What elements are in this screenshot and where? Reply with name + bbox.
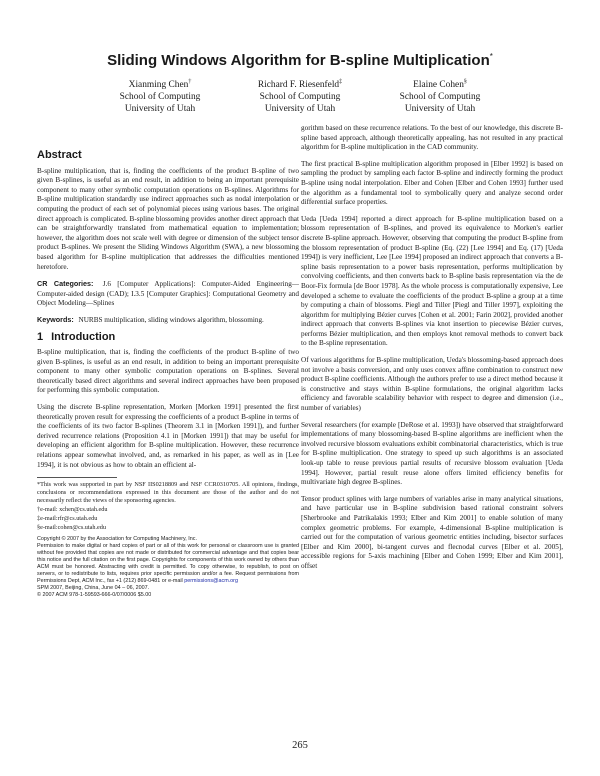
body-paragraph-5: Several researchers (for example [DeRose et al. 1993]) have observed that straightforward implementations of many blossoming-based B-spline algorithms are inefficient when the involved recursive blossom evaluations exhibit combinatorial characteristics, which is true for B-spline multiplication. One strategy to speed up such algorithms is an associated look-up table to reuse previous partial results of recursive blossom evaluation [Ueda 1994]. However, partial result reuse alone offers limited efficiency benefits for multivariate high degree B-splines.	[301, 420, 563, 487]
footnotes	[37, 481, 299, 532]
footnote-email-1: †e-mail: xchen@cs.utah.edu	[37, 506, 108, 514]
section-number: 1	[37, 330, 44, 343]
author-univ: University of Utah	[124, 104, 196, 115]
left-column	[37, 151, 299, 599]
footnote-email-2: ‡e-mail:rfr@cs.utah.edu	[37, 515, 98, 523]
paper-title: Sliding Windows Algorithm for B-spline Multiplication*	[107, 52, 493, 69]
conference-line: SPM 2007, Beijing, China, June 04 – 06, 2007.	[37, 585, 150, 592]
page-number: 265	[292, 740, 308, 751]
intro-heading	[37, 330, 299, 343]
keywords	[37, 315, 299, 326]
keywords-text: NURBS multiplication, sliding windows algorithm, blossoming.	[78, 315, 264, 324]
author-mark: §	[463, 79, 467, 85]
body-paragraph-6: Tensor product splines with large numbers of variables arise in many analytical situations, and have particular use in B-spline subdivision based rational constraint solvers [Sherbrooke and Patrikalakis 1993; Elber and Kim 2001] to enable solution of many complex geometric problems. For example, 4-dimensional B-spline multiplication is carried out for the computation of various geometric entities including, bisector surfaces [Elber and Kim 2000], bi-tangent curves and flecnodal curves [Elber et al. 2005], accessible regions for 5-axis machining [Elber and Cohen 1999; Elber and Kim 2001], offset	[301, 494, 563, 570]
author-3	[370, 76, 510, 115]
isbn-line: © 2007 ACM 978-1-59593-666-0/07/0006 $5.00	[37, 592, 152, 599]
copyright-line: Copyright © 2007 by the Association for Computing Machinery, Inc.	[37, 536, 197, 543]
copyright-block	[37, 536, 299, 599]
footnote-email-3: §e-mail:cohen@cs.utah.edu	[37, 524, 106, 532]
author-mark: ‡	[339, 79, 343, 85]
author-dept: School of Computing	[119, 92, 201, 103]
abstract-text: B-spline multiplication, that is, finding the coefficients of the product B-spline of two given B-splines, is useful as an end result, in addition to being an important prerequisite component to many other symbolic computation operations on B-splines. Algorithms for B-spline multiplication standardly use indirect approaches such as nodal interpolation or computing the product of each set of polynomial pieces using various bases. The original direct approach is complicated. B-spline blossoming provides another direct approach that can be straightforwardly translated from mathematical equation to implementation; however, the algorithm does not scale well with degree or dimension of the subject tensor product B-splines. We present the Sliding Windows Algorithm (SWA), a new blossoming based algorithm for B-spline multiplication that addresses the difficulties mentioned heretofore.	[37, 166, 299, 271]
author-univ: University of Utah	[404, 104, 476, 115]
author-1	[90, 76, 230, 115]
author-name: Richard F. Riesenfeld	[257, 80, 340, 91]
abstract-heading: Abstract	[37, 149, 82, 161]
author-2	[230, 76, 370, 115]
body-paragraph-1: gorithm based on these recurrence relations. To the best of our knowledge, this discrete B-spline based approach, although theoretically appealing, has not resulted in any practical algorithm for B-spline multiplication in the CAD community.	[301, 124, 563, 152]
intro-paragraph-1: B-spline multiplication, that is, finding the coefficients of the product B-spline of two given B-splines, is useful as an end result, in addition to being an important prerequisite component to many other symbolic computation operations on B-splines. Several theoretically based direct algorithms and several indirect approaches have been proposed for performing this symbolic computation.	[37, 348, 299, 395]
author-dept: School of Computing	[399, 92, 481, 103]
body-paragraph-2: The first practical B-spline multiplication algorithm proposed in [Elber 1992] is based on sampling the product by sampling each factor B-spline and indirectly forming the product B-spline using nodal interpolation. Elber and Cohen [Elber and Cohen 1993] further used the algorithm as a fundamental tool to symbolically query and analyze second order differential surface properties.	[301, 159, 563, 207]
keywords-label: Keywords:	[37, 314, 74, 324]
author-name: Elaine Cohen	[413, 80, 464, 91]
body-paragraph-4: Of various algorithms for B-spline multiplication, Ueda's blossoming-based approach does not involve a basis conversion, and only uses convex affine combination to construct new product B-spline coefficients. Although the authors prefer to use a direct method because it is constructive and stays within B-spline formulations, the original algorithm lacks efficiency and favorable scalability behavior with respect to degree and dimension (i.e., number of variables)	[301, 356, 563, 413]
author-mark: †	[188, 79, 192, 85]
right-column	[301, 124, 563, 579]
author-dept: School of Computing	[259, 92, 341, 103]
cr-categories	[37, 279, 299, 309]
author-name: Xianming Chen	[128, 80, 189, 91]
cr-label: CR Categories:	[37, 279, 94, 289]
cr-text: J.6 [Computer Applications]: Computer-Aided Engineering—Computer-aided design (CAD); I.3.5 [Computer Graphics]: Computational Geometry and Object Modeling—Splines	[37, 280, 299, 308]
title-footnote-mark: *	[489, 52, 493, 61]
author-block	[90, 76, 510, 115]
author-univ: University of Utah	[264, 104, 336, 115]
intro-paragraph-2: Using the discrete B-spline representation, Morken [Morken 1991] presented the first theoretically proven result for expressing the coefficients of a product B-spline in terms of the coefficients of its two factor B-splines (Theorem 3.1 in [Morken 1991]), and further derived recurrence relations (Proposition 4.1 in [Morken 1991]) that may be useful for developing an efficient algorithm for B-spline multiplication. However, these recurrence relations appear somewhat involved, and, as remarked in his paper, as well as in [Lee 1994], it is not obvious as how to obtain an efficient al-	[37, 403, 299, 469]
permission-text: Permission to make digital or hard copies of part or all of this work for personal or classroom use is granted without fee provided that copies are not made or distributed for commercial advantage and that copies bear this notice and the full citation on the first page. Copyrights for components of this work owned by others than ACM must be honored. Abstracting with credit is permitted. To copy otherwise, to republish, to post on servers, or to redistribute to lists, requires prior specific permission and/or a fee. Request permissions from Permissions Dept, ACM Inc., fax +1 (212) 869-0481 or e-mail permissions@acm.org	[37, 543, 299, 585]
section-title: Introduction	[51, 330, 116, 343]
footnote-funding: *This work was supported in part by NSF IIS0218809 and NSF CCR0310705. All opinions, findings, conclusions or recommendations expressed in this document are those of the author and do not necessarily reflect the views of the sponsoring agencies.	[37, 481, 299, 505]
permissions-email-link[interactable]: permissions@acm.org	[184, 578, 238, 585]
body-paragraph-3: Ueda [Ueda 1994] reported a direct approach for B-spline multiplication based on a blossom representation of B-splines, and proved its equivalence to Morken's earlier discrete B-spline approach. However, observing that computing the product B-spline from the blossom representation of product B-spline (Eq. (22) [Lee 1994] and Eq. (17) [Ueda 1994]) is very inefficient, Lee [Lee 1994] proposed an indirect approach that converts a B-spline basis representation to a power basis representation, performs multiplication by convolving coefficients, and then converts back to B-spline basis representation via the de Boor-Fix formula [de Boor 1978]. As the whole process is computationally expensive, Lee developed a scheme to evaluate the coefficients of the product B-spline a group at a time by computing a chain of blossoms. Piegl and Tiller [Piegl and Tiller 1997], exploiting the algorithm for multiplying Bézier curves [Cohen et al. 2001; Farin 2002], provided another indirect approach that converts B-splines via knot insertion to piecewise Bézier curves, performs Bézier multiplication, and then employs knot removal methods to convert back to the B-spline representation.	[301, 214, 563, 348]
footnote-divider	[37, 477, 117, 478]
